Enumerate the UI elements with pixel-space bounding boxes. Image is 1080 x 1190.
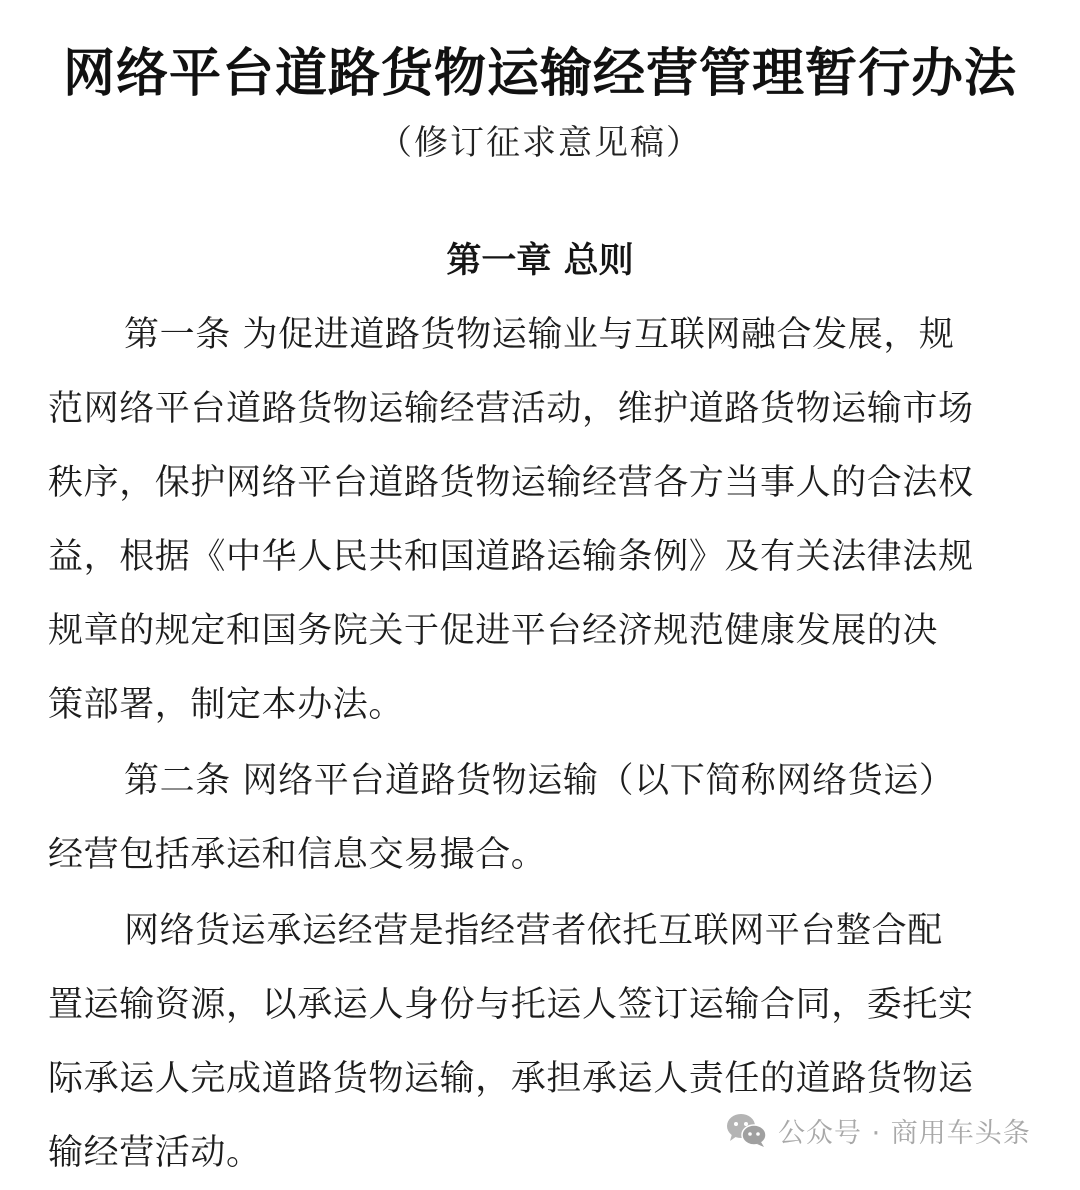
text-line: 益，根据《中华人民共和国道路运输条例》及有关法律法规 bbox=[48, 537, 974, 577]
document-title: 网络平台道路货物运输经营管理暂行办法 bbox=[62, 43, 1017, 104]
article-1-line-5 bbox=[48, 594, 1040, 668]
paragraph-3-line-3 bbox=[48, 1042, 1040, 1116]
text-line: 秩序，保护网络平台道路货物运输经营各方当事人的合法权 bbox=[48, 463, 974, 503]
paragraph-3-line-1 bbox=[48, 894, 1040, 968]
text-line: 第一条 为促进道路货物运输业与互联网融合发展，规 bbox=[124, 315, 955, 355]
article-1-line-6 bbox=[48, 668, 1040, 742]
article-1-line-1 bbox=[48, 298, 1040, 372]
article-1-line-2 bbox=[48, 372, 1040, 446]
article-1-line-3 bbox=[48, 446, 1040, 520]
text-line: 际承运人完成道路货物运输，承担承运人责任的道路货物运 bbox=[48, 1059, 974, 1099]
text-line: 置运输资源，以承运人身份与托运人签订运输合同，委托实 bbox=[48, 985, 974, 1025]
text-line: 策部署，制定本办法。 bbox=[48, 685, 405, 725]
watermark bbox=[726, 1110, 1031, 1150]
text-line: 规章的规定和国务院关于促进平台经济规范健康发展的决 bbox=[48, 611, 939, 651]
article-2-line-1 bbox=[48, 744, 1040, 818]
wechat-icon bbox=[726, 1112, 768, 1148]
text-line: 经营包括承运和信息交易撮合。 bbox=[48, 835, 547, 875]
text-line: 第二条 网络平台道路货物运输（以下简称网络货运） bbox=[124, 761, 955, 801]
watermark-text: 公众号 · 商用车头条 bbox=[778, 1117, 1031, 1149]
text-line: 输经营活动。 bbox=[48, 1133, 262, 1173]
document-subtitle: （修订征求意见稿） bbox=[378, 123, 702, 163]
article-1-line-4 bbox=[48, 520, 1040, 594]
paragraph-3-line-2 bbox=[48, 968, 1040, 1042]
chapter-heading: 第一章 总则 bbox=[446, 241, 634, 281]
article-2-line-2 bbox=[48, 818, 1040, 892]
text-line: 范网络平台道路货物运输经营活动，维护道路货物运输市场 bbox=[48, 389, 974, 429]
text-line: 网络货运承运经营是指经营者依托互联网平台整合配 bbox=[124, 911, 943, 951]
